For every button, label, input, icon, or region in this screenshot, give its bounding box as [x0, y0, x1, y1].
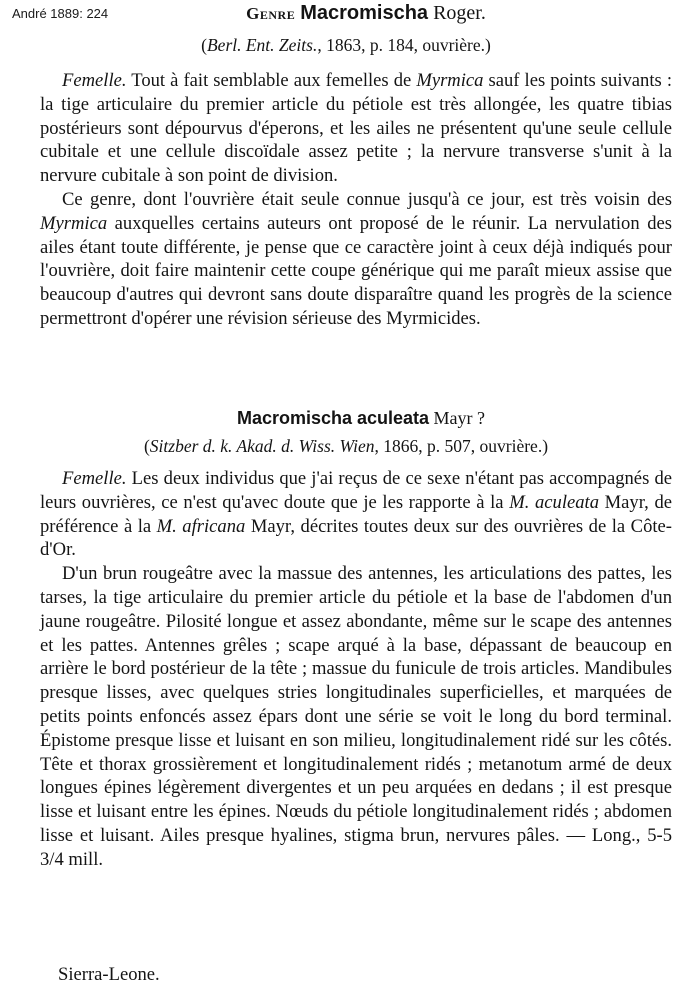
genus-name: Macromischa [300, 2, 429, 24]
species-sex-label: Femelle. [62, 468, 127, 489]
genus-author: Roger. [433, 2, 486, 24]
genus-p2-text-b: auxquelles certains auteurs ont proposé de le réunir. La nervulation des ailes étant toute différente, je pense que ce caractère joint à ceux déjà indiqués pour l'ouvrière, doit faire maintenir cette coupe générique qui me paraît mieux assise que beaucoup d'autres qui devront sans doute disparaître quand les progrès de la science permettront d'opérer une révision sérieuse des Myrmicides. [40, 212, 672, 329]
species-p1-text-b: Mayr, de préférence à la [40, 491, 672, 537]
genus-cite-rest: , 1863, p. 184, ouvrière. [317, 35, 486, 55]
genus-p2-text-a: Ce genre, dont l'ouvrière était seule connue jusqu'à ce jour, est très voisin des [62, 188, 672, 210]
species-heading [0, 408, 692, 429]
source-label: André 1889: 224 [12, 6, 109, 21]
sex-label: Femelle. [62, 70, 127, 91]
species-ref-africana: M. africana [156, 515, 246, 537]
species-ref-aculeata: M. aculeata [509, 491, 599, 513]
species-name: Macromischa aculeata [236, 408, 430, 428]
species-citation: (Sitzber d. k. Akad. d. Wiss. Wien, 1866, p. 507, ouvrière.) [143, 436, 549, 456]
genus-ref-myrmica-2: Myrmica [40, 212, 108, 234]
genus-paragraph-1 [40, 69, 672, 188]
species-paragraph-1 [40, 467, 672, 562]
species-cite-rest: , 1866, p. 507, ouvrière. [374, 436, 543, 456]
species-description [40, 467, 672, 872]
genus-heading [0, 2, 692, 25]
genus-p1-text-a: Tout à fait semblable aux femelles de [126, 70, 417, 91]
genus-ref-myrmica: Myrmica [416, 70, 484, 91]
genus-citation: (Berl. Ent. Zeits., 1863, p. 184, ouvrière.) [201, 35, 491, 55]
locality: Sierra-Leone. [58, 964, 160, 985]
species-cite-journal: Sitzber d. k. Akad. d. Wiss. Wien [149, 436, 375, 456]
genus-description [40, 69, 672, 331]
genus-cite-journal: Berl. Ent. Zeits. [206, 35, 318, 55]
genre-word: Genre [246, 4, 296, 23]
species-p1-text-c: Mayr, décrites toutes deux sur des ouvrières de la Côte-d'Or. [40, 515, 672, 561]
species-paragraph-2: D'un brun rougeâtre avec la massue des antennes, les articulations des pattes, les tarses, la tige articulaire du premier article du pétiole et la base de l'abdomen d'un jaune rougeâtre. Pilosité longue et assez abondante, même sur le scape des antennes et les pattes. Antennes grêles ; scape arqué à la base, dépassant de beaucoup en arrière le bord postérieur de la tête ; massue du funicule de trois articles. Mandibules presque lisses, avec quelques stries longitudinales superficielles, et marquées de petits points enfoncés assez épars dont une série se voit le long du bord terminal. Épistome presque lisse et luisant en son milieu, longitudinalement ridé sur les côtés. Tête et thorax grossièrement et longitudinalement ridés ; metanotum armé de deux longues épines légèrement divergentes et un peu arquées en dedans ; il est presque lisse et luisant entre les épines. Nœuds du pétiole longitudinalement ridés ; abdomen lisse et luisant. Ailes presque hyalines, stigma brun, nervures pâles. — Long., 5-5 3/4 mill. [40, 563, 672, 870]
species-author: Mayr ? [433, 408, 486, 428]
species-p1-text-a: Les deux individus que j'ai reçus de ce sexe n'étant pas accompagnés de leurs ouvrières, ce n'est qu'avec doute que je les rapporte à la [40, 468, 672, 513]
genus-p1-text-b: sauf les points suivants : la tige articulaire du premier article du pétiole est très allongée, les quatre tibias postérieurs sont dépourvus d'éperons, et les ailes ne présentent qu'une seule cellule cubitale et une cellule discoïdale assez petite ; la nervure transverse s'unit à la nervure cubitale à son point de division. [40, 70, 672, 187]
genus-paragraph-2 [40, 188, 672, 331]
